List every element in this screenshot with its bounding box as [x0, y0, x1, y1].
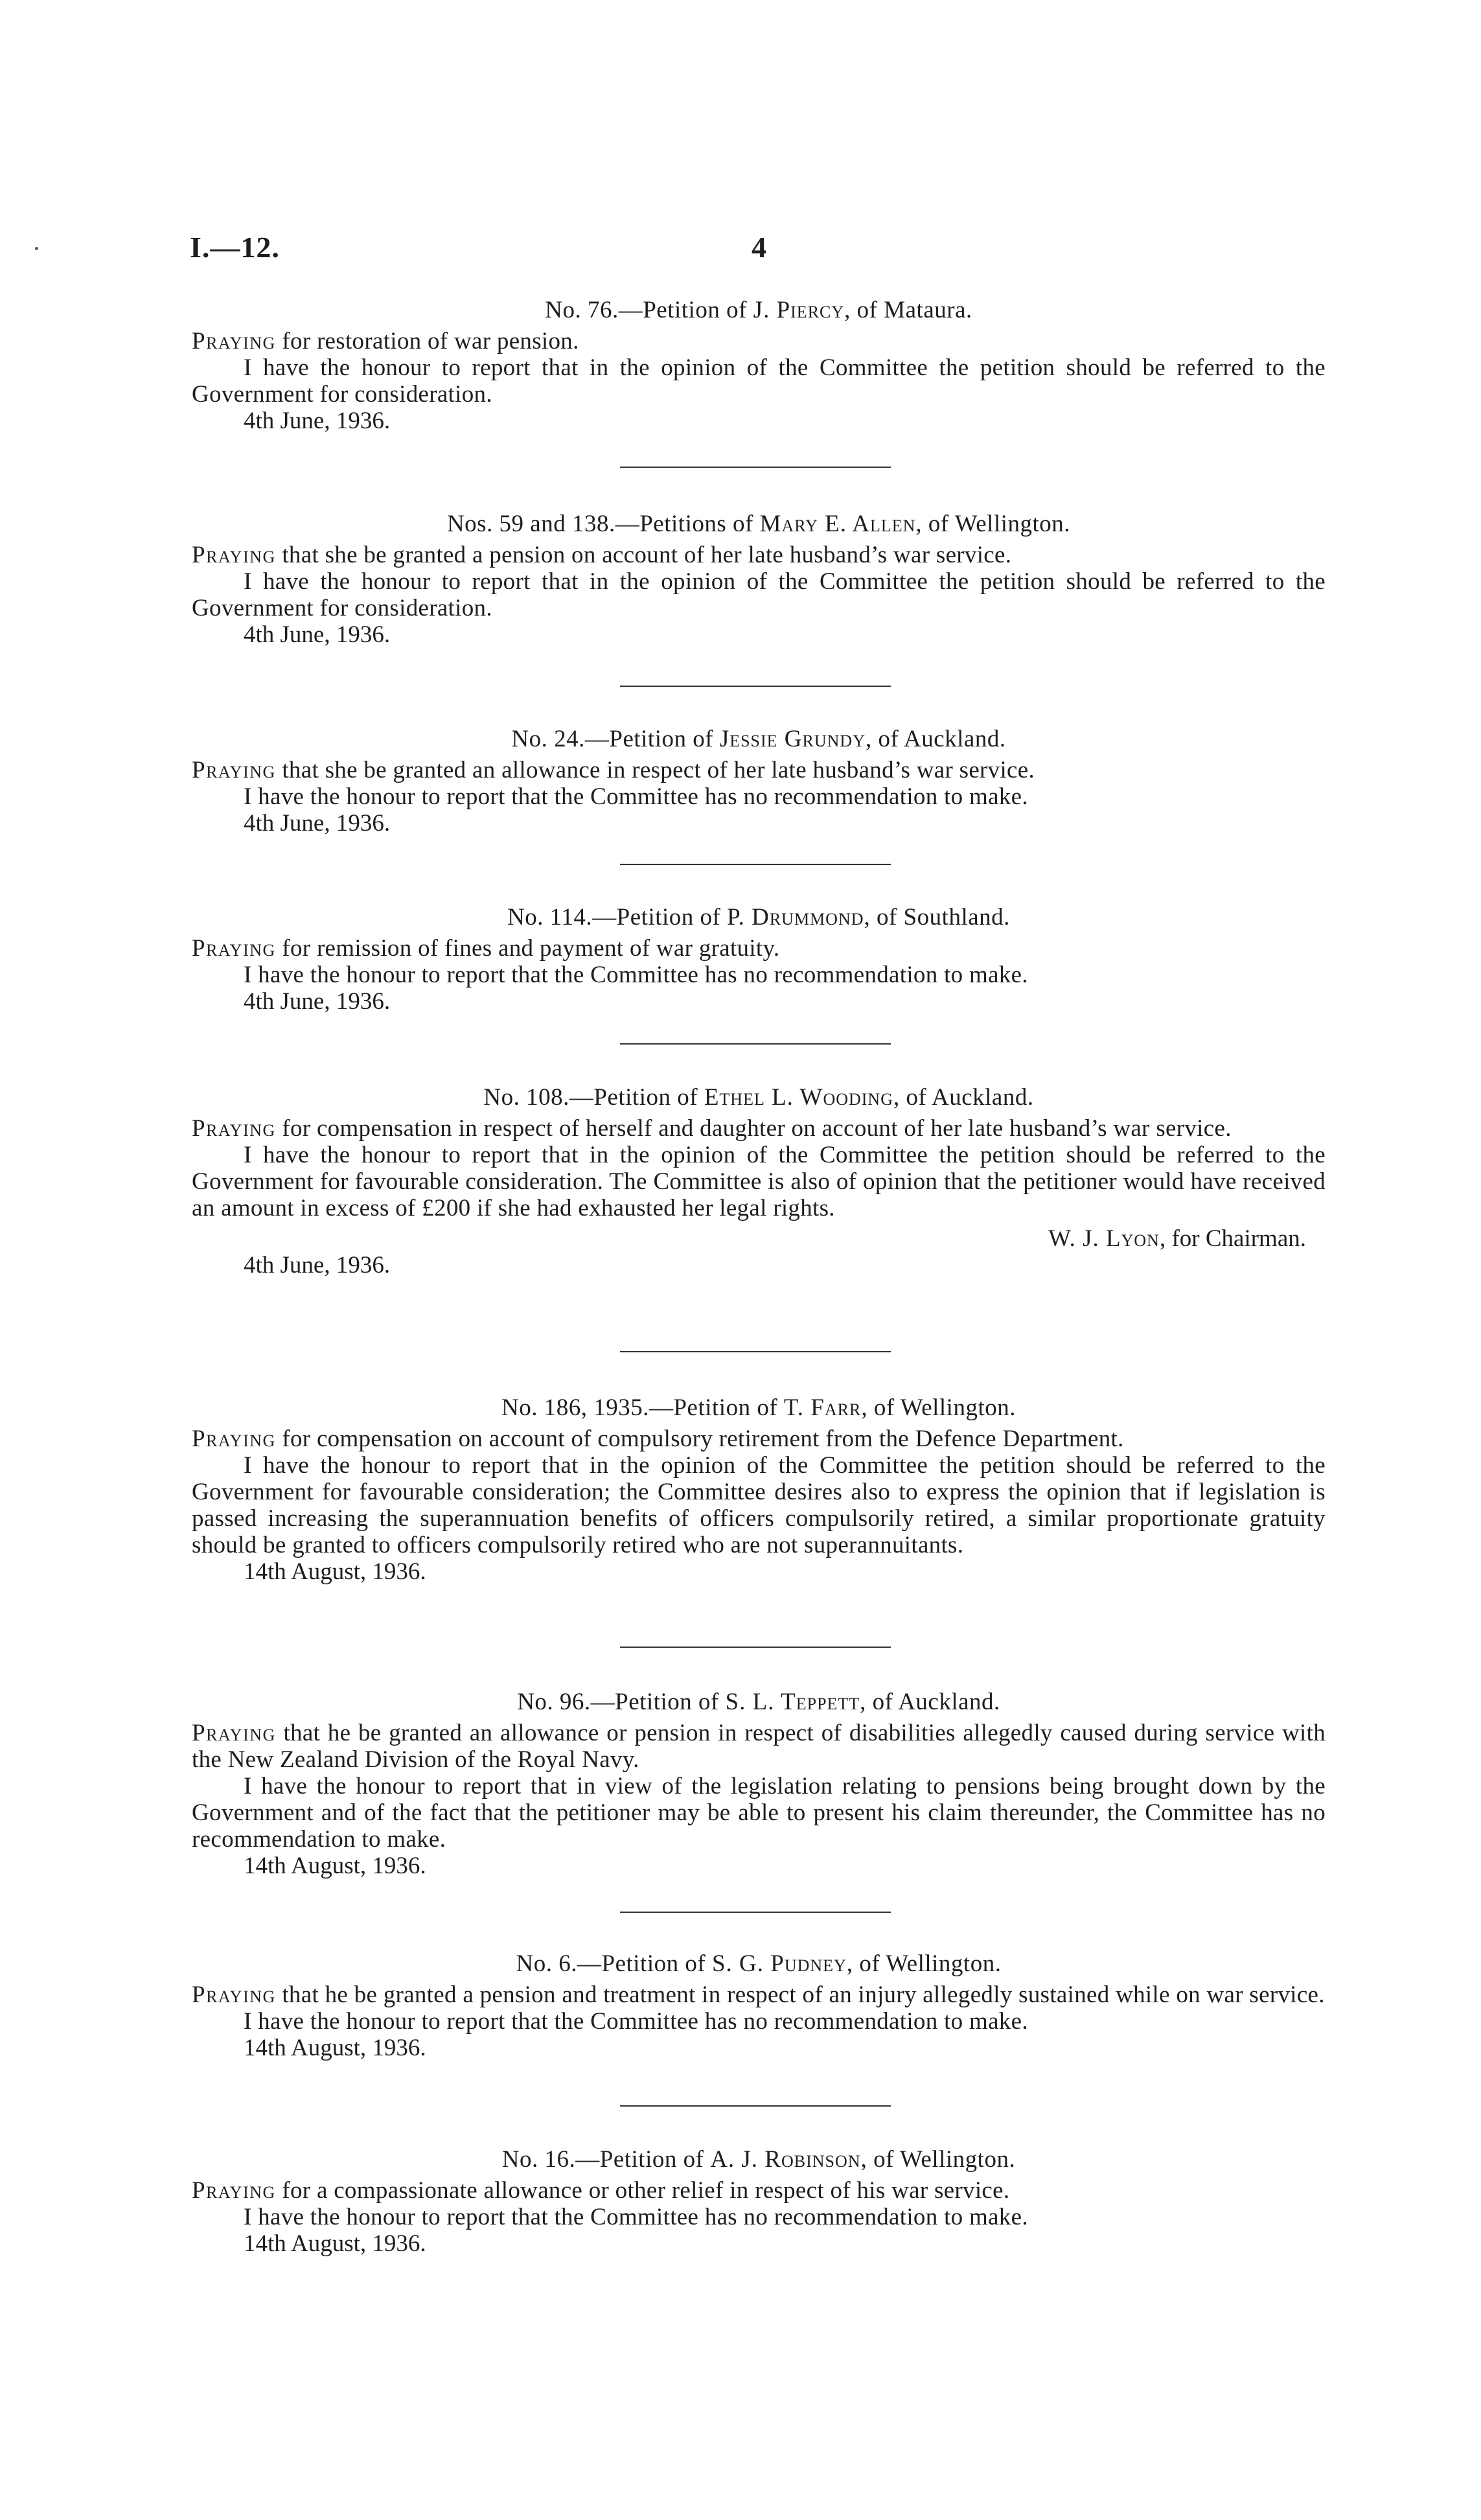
- report-date: 4th June, 1936.: [244, 988, 391, 1015]
- petitioner-name: Jessie Grundy: [719, 726, 866, 752]
- section-divider: [620, 686, 891, 687]
- petition-block: [192, 904, 1326, 1015]
- petition-title: [192, 297, 1326, 324]
- petitioner-name: Mary E. Allen: [759, 511, 916, 537]
- praying-word: Praying: [192, 328, 276, 354]
- section-divider: [620, 1043, 891, 1045]
- petitioner-name: S. L. Teppett: [725, 1689, 860, 1715]
- section-divider: [620, 1647, 891, 1648]
- report-paragraph: I have the honour to report that in the opinion of the Committee the petition should be referred to the Government for consideration.: [192, 354, 1326, 408]
- praying-word: Praying: [192, 1115, 276, 1142]
- praying-text: for compensation in respect of herself and daughter on account of her late husband’s war service.: [275, 1115, 1232, 1142]
- praying-word: Praying: [192, 2177, 276, 2204]
- praying-word: Praying: [192, 757, 276, 783]
- petition-number: No. 6.—Petition of: [516, 1950, 706, 1977]
- petition-block: [192, 297, 1326, 434]
- petition-title: [192, 1950, 1326, 1978]
- praying-paragraph: [192, 1115, 1326, 1142]
- petition-number: No. 16.—Petition of: [501, 2146, 704, 2173]
- petition-number: No. 76.—Petition of: [545, 297, 747, 323]
- praying-paragraph: [192, 935, 1326, 962]
- section-divider: [620, 1351, 891, 1352]
- page-header: [0, 230, 1481, 269]
- petition-place: , of Auckland.: [865, 726, 1006, 752]
- petition-place: , of Southland.: [864, 904, 1010, 931]
- praying-text: that he be granted a pension and treatment in respect of an injury allegedly sustained while on war service.: [275, 1982, 1325, 2008]
- report-paragraph: I have the honour to report that the Committee has no recommendation to make.: [244, 2008, 1028, 2035]
- praying-text: for compensation on account of compulsory retirement from the Defence Department.: [275, 1426, 1124, 1452]
- petition-place: , of Auckland.: [893, 1084, 1034, 1111]
- praying-text: for restoration of war pension.: [275, 328, 579, 354]
- signature: [192, 1225, 1326, 1252]
- petition-title: [192, 1689, 1326, 1716]
- section-divider: [620, 864, 891, 865]
- report-paragraph: I have the honour to report that in the opinion of the Committee the petition should be referred to the Government for favourable consideration; the Committee desires also to express the opinion that if legislation is passed increasing the superannuation benefits of officers compulsorily retired, a similar proportionate gratuity should be granted to officers compulsorily retired who are not superannuitants.: [192, 1452, 1326, 1558]
- praying-word: Praying: [192, 1720, 276, 1746]
- petitioner-name: T. Farr: [783, 1394, 862, 1421]
- report-date: 4th June, 1936.: [244, 621, 391, 648]
- petition-block: [192, 1689, 1326, 1879]
- section-divider: [620, 1912, 891, 1913]
- petition-place: , of Wellington.: [860, 2146, 1016, 2173]
- report-date: 14th August, 1936.: [244, 1558, 426, 1585]
- report-date: 4th June, 1936.: [244, 408, 391, 434]
- praying-word: Praying: [192, 542, 276, 568]
- petition-block: [192, 511, 1326, 648]
- petition-title: [192, 1394, 1326, 1422]
- page-reference: I.—12.: [190, 231, 280, 264]
- report-paragraph: I have the honour to report that the Committee has no recommendation to make.: [244, 2204, 1028, 2230]
- petition-block: [192, 726, 1326, 837]
- petitioner-name: J. Piercy: [753, 297, 845, 323]
- report-date: 14th August, 1936.: [244, 1853, 426, 1879]
- praying-word: Praying: [192, 1426, 276, 1452]
- petition-place: , of Wellington.: [915, 511, 1071, 537]
- page-number: 4: [752, 231, 766, 264]
- petitioner-name: Ethel L. Wooding: [704, 1084, 893, 1111]
- praying-paragraph: [192, 1720, 1326, 1773]
- praying-paragraph: [192, 328, 1326, 354]
- petition-title: [192, 511, 1326, 538]
- petition-number: No. 186, 1935.—Petition of: [501, 1394, 778, 1421]
- petition-block: [192, 1950, 1326, 2061]
- petition-title: [192, 2146, 1326, 2173]
- petition-place: , of Auckland.: [860, 1689, 1000, 1715]
- signature-name: W. J. Lyon: [1048, 1225, 1160, 1252]
- petition-place: , of Wellington.: [861, 1394, 1016, 1421]
- petition-number: No. 24.—Petition of: [511, 726, 714, 752]
- petition-place: , of Mataura.: [844, 297, 972, 323]
- praying-text: that he be granted an allowance or pension in respect of disabilities allegedly caused during service with the New Zealand Division of the Royal Navy.: [192, 1720, 1326, 1773]
- praying-paragraph: [192, 542, 1326, 568]
- petition-block: [192, 1394, 1326, 1585]
- petition-title: [192, 1084, 1326, 1111]
- report-paragraph: I have the honour to report that in view of the legislation relating to pensions being brought down by the Government and of the fact that the petitioner may be able to present his claim thereunder, the Committee has no recommendation to make.: [192, 1773, 1326, 1853]
- petition-number: Nos. 59 and 138.—Petitions of: [446, 511, 753, 537]
- praying-paragraph: [192, 2177, 1326, 2204]
- report-paragraph: I have the honour to report that the Committee has no recommendation to make.: [244, 962, 1028, 988]
- praying-paragraph: [192, 757, 1326, 783]
- praying-word: Praying: [192, 1982, 276, 2008]
- report-date: 14th August, 1936.: [244, 2035, 426, 2061]
- praying-text: for remission of fines and payment of war gratuity.: [275, 935, 780, 962]
- report-date: 14th August, 1936.: [244, 2230, 426, 2257]
- praying-paragraph: [192, 1426, 1326, 1452]
- section-divider: [620, 2105, 891, 2107]
- petition-number: No. 96.—Petition of: [517, 1689, 719, 1715]
- petition-number: No. 114.—Petition of: [507, 904, 721, 931]
- praying-text: for a compassionate allowance or other relief in respect of his war service.: [275, 2177, 1010, 2204]
- petition-place: , of Wellington.: [846, 1950, 1002, 1977]
- praying-paragraph: [192, 1982, 1326, 2008]
- petition-title: [192, 904, 1326, 931]
- petitioner-name: P. Drummond: [727, 904, 864, 931]
- report-paragraph: I have the honour to report that in the opinion of the Committee the petition should be referred to the Government for consideration.: [192, 568, 1326, 621]
- report-paragraph: I have the honour to report that in the opinion of the Committee the petition should be referred to the Government for favourable consideration. The Committee is also of opinion that the petitioner would have received an amount in excess of £200 if she had exhausted her legal rights.: [192, 1142, 1326, 1221]
- petition-block: [192, 2146, 1326, 2257]
- praying-text: that she be granted a pension on account of her late husband’s war service.: [275, 542, 1012, 568]
- petitioner-name: A. J. Robinson: [710, 2146, 861, 2173]
- praying-word: Praying: [192, 935, 276, 962]
- signature-role: , for Chairman.: [1159, 1225, 1306, 1252]
- petition-title: [192, 726, 1326, 753]
- report-date: 4th June, 1936.: [244, 1252, 391, 1278]
- report-date: 4th June, 1936.: [244, 810, 391, 837]
- petition-number: No. 108.—Petition of: [483, 1084, 698, 1111]
- petition-block: [192, 1084, 1326, 1278]
- petitioner-name: S. G. Pudney: [711, 1950, 847, 1977]
- report-paragraph: I have the honour to report that the Committee has no recommendation to make.: [244, 783, 1028, 810]
- section-divider: [620, 467, 891, 468]
- praying-text: that she be granted an allowance in respect of her late husband’s war service.: [275, 757, 1035, 783]
